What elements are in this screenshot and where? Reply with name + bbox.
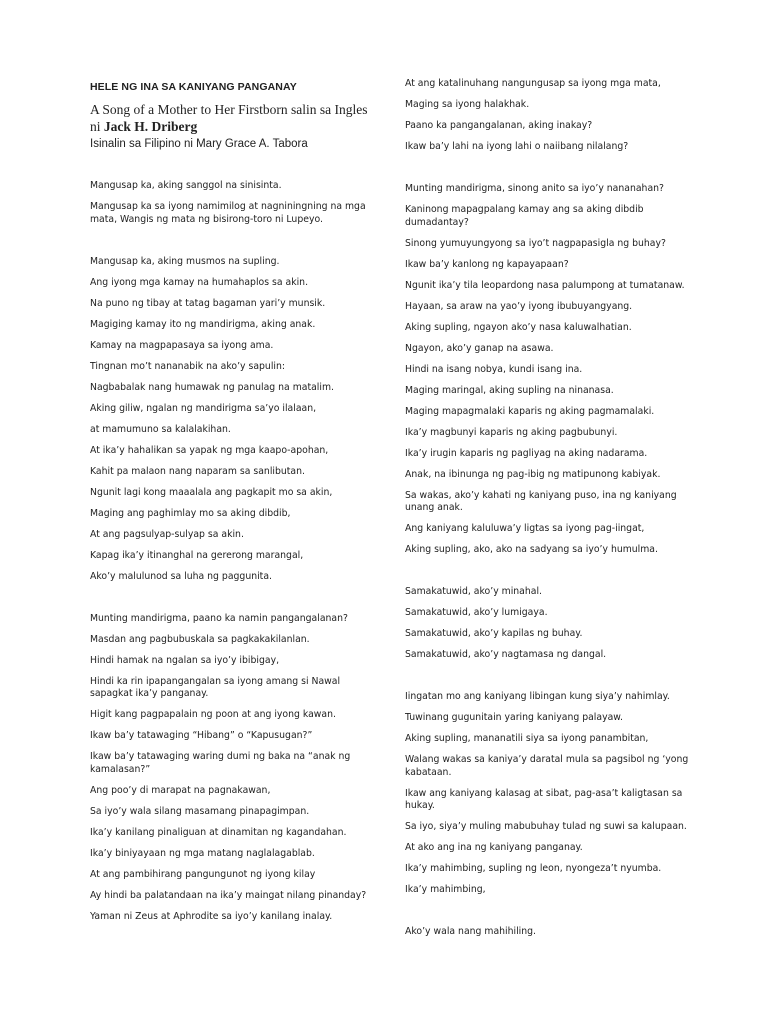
poem-line: At ang pambihirang pangungunot ng iyong kilay	[90, 868, 316, 880]
poem-line: Ikaw ba’y tatawaging waring dumi ng baka na “anak ng kamalasan?”	[90, 751, 351, 775]
poem-line: Sinong yumuyungyong sa iyo’t nagpapasigla ng buhay?	[405, 237, 666, 249]
poem-line: Magiging kamay ito ng mandirigma, aking anak.	[90, 318, 316, 330]
poem-line: Ngunit lagi kong maaalala ang pagkapit mo sa akin,	[90, 486, 333, 498]
poem-line: Hindi na isang nobya, kundi isang ina.	[405, 363, 583, 375]
poem-line: Aking giliw, ngalan ng mandirigma sa’yo ilalaan,	[90, 402, 317, 414]
poem-line: Ika’y magbunyi kaparis ng aking pagbubunyi.	[405, 426, 618, 438]
stanza-break	[405, 162, 695, 183]
poem-line: Kapag ika’y itinanghal na gererong marangal,	[90, 549, 304, 561]
poem-line: Ang iyong mga kamay na humahaplos sa akin.	[90, 276, 309, 288]
poem-line: Ako’y malulunod sa luha ng paggunita.	[90, 570, 272, 582]
left-column	[90, 78, 380, 932]
poem-line: Ngunit ika’y tila leopardong nasa palumpong at tumatanaw.	[405, 279, 685, 291]
poem-line: At ako ang ina ng kaniyang panganay.	[405, 842, 583, 853]
stanza-break	[405, 565, 695, 586]
poem-line: Iingatan mo ang kaniyang libingan kung siya’y nahimlay.	[405, 691, 670, 702]
poem-line: Yaman ni Zeus at Aphrodite sa iyo’y kanilang inalay.	[90, 910, 333, 922]
poem-line: Hayaan, sa araw na yao’y iyong ibubuyangyang.	[405, 300, 633, 312]
poem-line: Ika’y kanilang pinaliguan at dinamitan ng kagandahan.	[90, 826, 347, 838]
poem-line: Na puno ng tibay at tatag bagaman yari’y munsik.	[90, 297, 326, 309]
poem-line: Samakatuwid, ako’y lumigaya.	[405, 607, 548, 618]
poem-line: Munting mandirigma, paano ka namin pangangalanan?	[90, 612, 348, 624]
poem-line: Sa wakas, ako’y kahati ng kaniyang puso, ina ng kaniyang unang anak.	[405, 489, 677, 513]
poem-line: At ang pagsulyap-sulyap sa akin.	[90, 528, 244, 540]
poem-line: Ikaw ang kaniyang kalasag at sibat, pag-asa’t kaligtasan sa hukay.	[405, 787, 683, 811]
poem-line: Maging sa iyong halakhak.	[405, 99, 530, 110]
poem-line: Ika’y biniyayaan ng mga matang naglalagablab.	[90, 847, 315, 859]
poem-line: Ikaw ba’y tatawaging “Hibang” o “Kapusugan?”	[90, 730, 313, 741]
poem-line: Hindi ka rin ipapangangalan sa iyong amang si Nawal sapagkat ika’y panganay.	[90, 675, 341, 699]
poem-line: Mangusap ka, aking sanggol na sinisinta.	[90, 180, 282, 191]
poem-line: Samakatuwid, ako’y kapilas ng buhay.	[405, 628, 583, 639]
stanza-break	[90, 592, 380, 613]
poem-line: Munting mandirigma, sinong anito sa iyo’y nananahan?	[405, 183, 664, 194]
poem-line: Ikaw ba’y lahi na iyong lahi o naiibang nilalang?	[405, 141, 629, 152]
poem-line: Anak, na ibinunga ng pag-ibig ng matipunong kabiyak.	[405, 468, 661, 480]
poem-line: Ang kaniyang kaluluwa’y ligtas sa iyong pag-iingat,	[405, 523, 645, 534]
poem-line: Samakatuwid, ako’y nagtamasa ng dangal.	[405, 649, 607, 660]
right-column	[405, 78, 695, 947]
poem-line: Ako’y wala nang mahihiling.	[405, 926, 537, 937]
poem-line: Sa iyo’y wala silang masamang pinapagimpan.	[90, 805, 310, 817]
poem-line: Masdan ang pagbubuskala sa pagkakakilanlan.	[90, 633, 310, 645]
poem-line: At ika’y hahalikan sa yapak ng mga kaapo-apohan,	[90, 444, 329, 456]
poem-line: Mangusap ka, aking musmos na supling.	[90, 255, 280, 267]
poem-line: Kamay na magpapasaya sa iyong ama.	[90, 339, 274, 351]
poem-line: Hindi hamak na ngalan sa iyo’y ibibigay,	[90, 654, 280, 666]
stanza-break	[405, 670, 695, 691]
stanza-break	[405, 905, 695, 926]
poem-line: Maging maringal, aking supling na ninanasa.	[405, 384, 614, 396]
poem-line: Kaninong mapagpalang kamay ang sa aking dibdib dumadantay?	[405, 204, 644, 228]
poem-line: Ika’y mahimbing, supling ng leon, nyongeza’t nyumba.	[405, 863, 662, 874]
poem-line: Samakatuwid, ako’y minahal.	[405, 586, 543, 597]
poem-line: Tingnan mo’t nananabik na ako’y sapulin:	[90, 360, 286, 372]
right-stanzas	[405, 78, 695, 947]
poem-line: Ika’y mahimbing,	[405, 884, 486, 895]
poem-line: Aking supling, ngayon ako’y nasa kaluwalhatian.	[405, 321, 632, 333]
poem-line: Maging ang paghimlay mo sa aking dibdib,	[90, 507, 291, 519]
poem-line: Paano ka pangangalanan, aking inakay?	[405, 120, 593, 131]
poem-line: Ang poo’y di marapat na pagnakawan,	[90, 784, 271, 796]
poem-line: Walang wakas sa kaniya’y daratal mula sa pagsibol ng ‘yong kabataan.	[405, 754, 689, 778]
subtitle-author: Jack H. Driberg	[103, 119, 198, 134]
subtitle-text: A Song of a Mother to Her Firstborn salin sa Ingles ni	[90, 102, 368, 134]
poem-line: Sa iyo, siya’y muling mabubuhay tulad ng suwi sa kalupaan.	[405, 821, 687, 832]
poem-line: Tuwinang gugunitain yaring kaniyang palayaw.	[405, 712, 623, 723]
poem-line: at mamumuno sa kalalakihan.	[90, 423, 231, 435]
poem-line: Kahit pa malaon nang naparam sa sanlibutan.	[90, 465, 305, 477]
poem-line: Nagbabalak nang humawak ng panulag na matalim.	[90, 381, 334, 393]
poem-line: Aking supling, ako, ako na sadyang sa iyo’y humulma.	[405, 544, 658, 555]
poem-subtitle	[90, 101, 380, 138]
poem-line: Higit kang pagpapalain ng poon at ang iyong kawan.	[90, 709, 336, 720]
poem-line: Aking supling, mananatili siya sa iyong panambitan,	[405, 733, 649, 744]
poem-line: Maging mapagmalaki kaparis ng aking pagmamalaki.	[405, 405, 655, 417]
poem-line: Ikaw ba’y kanlong ng kapayapaan?	[405, 258, 569, 270]
translator-credit: Isinalin sa Filipino ni Mary Grace A. Tabora	[90, 138, 308, 150]
poem-line: Ika’y irugin kaparis ng pagliyag na aking nadarama.	[405, 447, 648, 459]
left-stanzas	[90, 180, 380, 932]
poem-line: At ang katalinuhang nangungusap sa iyong mga mata,	[405, 78, 661, 89]
poem-line: Mangusap ka sa iyong namimilog at nagniningning na mga mata, Wangis ng mata ng bisirong-toro ni Lupeyo.	[90, 201, 366, 225]
stanza-break	[90, 235, 380, 256]
poem-line: Ay hindi ba palatandaan na ika’y maingat nilang pinanday?	[90, 889, 367, 901]
poem-line: Ngayon, ako’y ganap na asawa.	[405, 342, 554, 354]
poem-title: HELE NG INA SA KANIYANG PANGANAY	[90, 81, 297, 93]
